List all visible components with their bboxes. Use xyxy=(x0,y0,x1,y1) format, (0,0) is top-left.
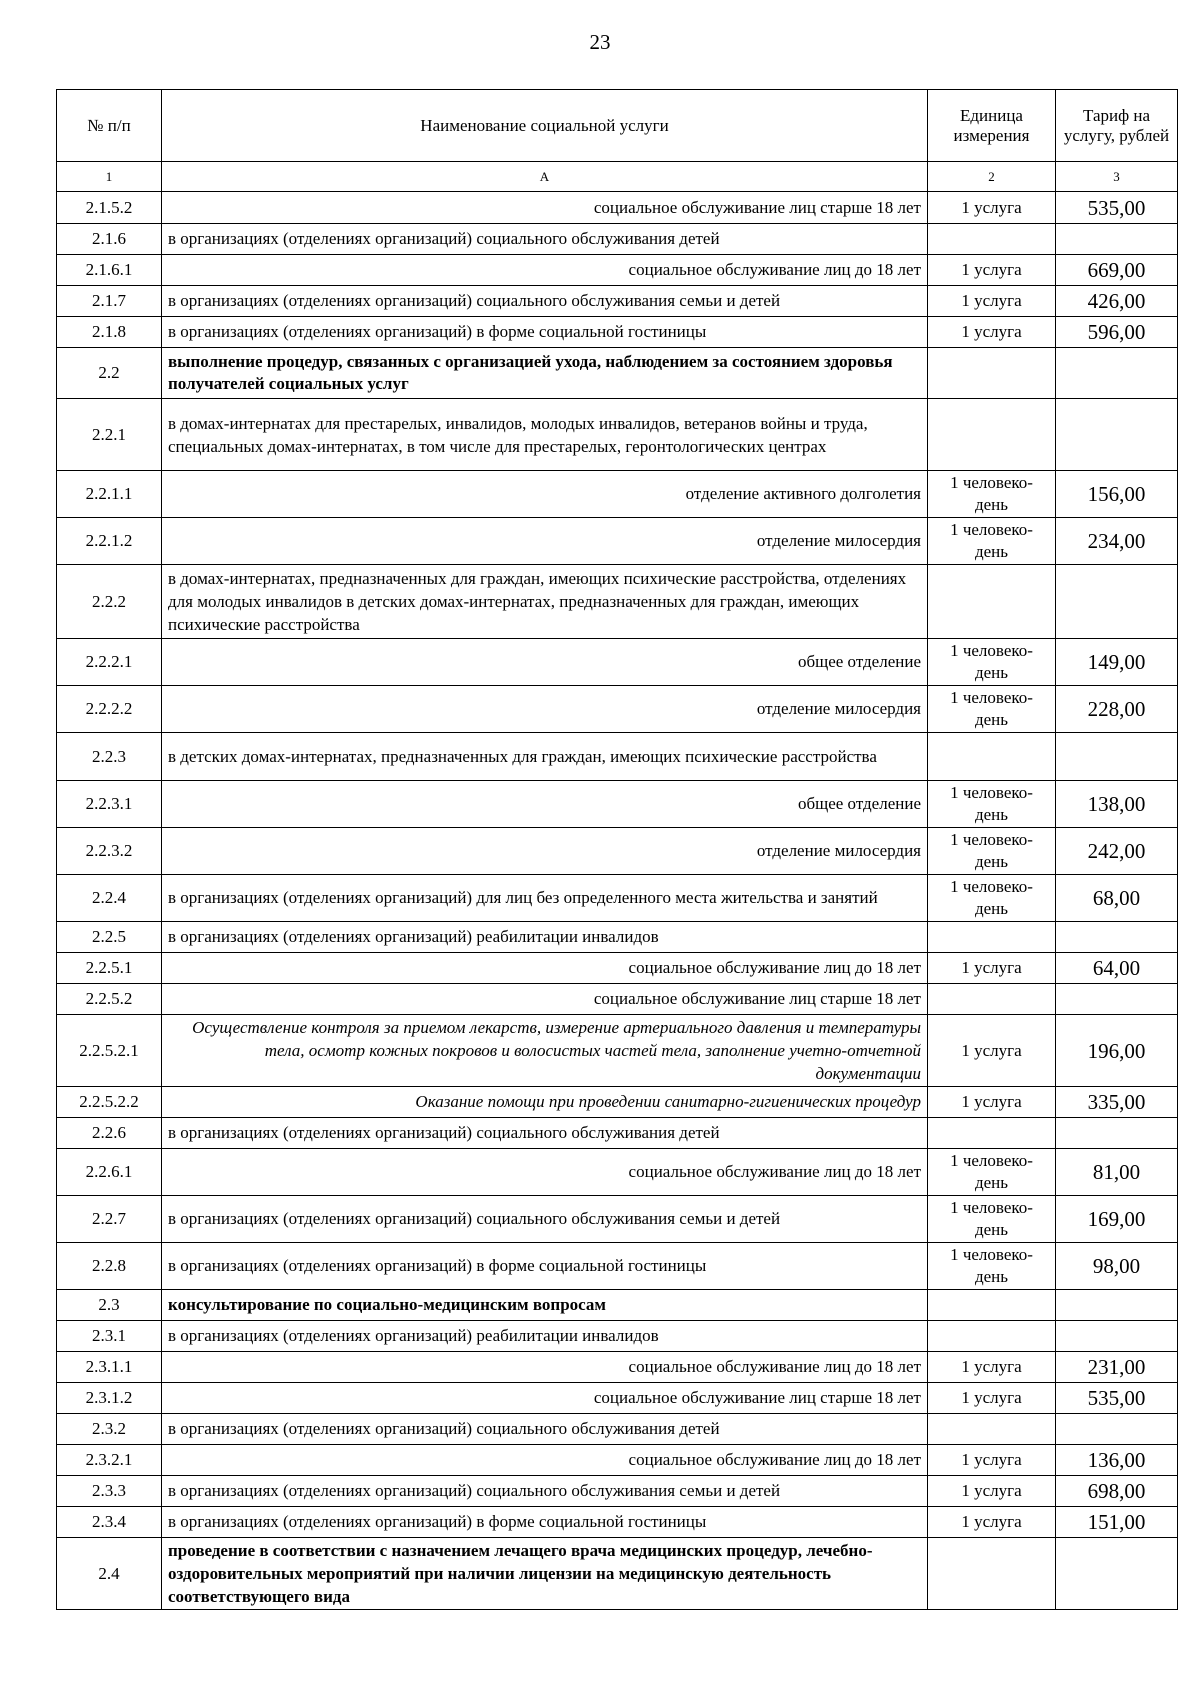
row-service-name: отделение милосердия xyxy=(162,518,928,565)
row-number: 2.2.1 xyxy=(57,399,162,471)
row-unit xyxy=(928,224,1056,255)
row-service-name: в детских домах-интернатах, предназначенных для граждан, имеющих психические расстройства xyxy=(162,733,928,781)
row-service-name: социальное обслуживание лиц старше 18 лет xyxy=(162,1383,928,1414)
row-service-name: Осуществление контроля за приемом лекарств, измерение артериального давления и температуры тела, осмотр кожных покровов и волосистых частей тела, заполнение учетно-отчетной документации xyxy=(162,1015,928,1087)
row-number: 2.2.3.1 xyxy=(57,781,162,828)
row-unit xyxy=(928,565,1056,639)
row-unit: 1 человеко-день xyxy=(928,471,1056,518)
subheader-unit: 2 xyxy=(928,162,1056,192)
row-service-name: социальное обслуживание лиц до 18 лет xyxy=(162,1352,928,1383)
row-service-name: отделение милосердия xyxy=(162,828,928,875)
row-unit: 1 услуга xyxy=(928,1087,1056,1118)
row-tariff: 242,00 xyxy=(1056,828,1178,875)
table-row xyxy=(57,1321,1178,1352)
row-number: 2.2.2.2 xyxy=(57,686,162,733)
row-tariff: 64,00 xyxy=(1056,953,1178,984)
row-unit: 1 услуга xyxy=(928,1352,1056,1383)
row-number: 2.1.7 xyxy=(57,286,162,317)
row-tariff: 98,00 xyxy=(1056,1243,1178,1290)
row-service-name: отделение милосердия xyxy=(162,686,928,733)
row-number: 2.1.6.1 xyxy=(57,255,162,286)
row-service-name: социальное обслуживание лиц старше 18 лет xyxy=(162,984,928,1015)
table-row xyxy=(57,1149,1178,1196)
table-row xyxy=(57,922,1178,953)
table-row xyxy=(57,317,1178,348)
row-tariff: 156,00 xyxy=(1056,471,1178,518)
row-unit: 1 услуга xyxy=(928,953,1056,984)
row-tariff xyxy=(1056,1118,1178,1149)
row-unit: 1 человеко-день xyxy=(928,781,1056,828)
subheader-tariff: 3 xyxy=(1056,162,1178,192)
row-tariff: 698,00 xyxy=(1056,1476,1178,1507)
row-unit: 1 услуга xyxy=(928,1507,1056,1538)
row-tariff: 151,00 xyxy=(1056,1507,1178,1538)
table-row xyxy=(57,471,1178,518)
row-number: 2.2.5.2 xyxy=(57,984,162,1015)
table-row xyxy=(57,1243,1178,1290)
row-service-name: в организациях (отделениях организаций) социального обслуживания детей xyxy=(162,1414,928,1445)
table-row xyxy=(57,348,1178,399)
row-service-name: общее отделение xyxy=(162,639,928,686)
row-service-name: социальное обслуживание лиц до 18 лет xyxy=(162,953,928,984)
row-unit: 1 услуга xyxy=(928,192,1056,224)
row-tariff: 669,00 xyxy=(1056,255,1178,286)
row-number: 2.2.1.1 xyxy=(57,471,162,518)
table-row xyxy=(57,1383,1178,1414)
row-service-name: в организациях (отделениях организаций) социального обслуживания семьи и детей xyxy=(162,1196,928,1243)
table-row xyxy=(57,286,1178,317)
table-row xyxy=(57,565,1178,639)
row-service-name: проведение в соответствии с назначением лечащего врача медицинских процедур, лечебно-оздоровительных мероприятий при наличии лицензии на медицинскую деятельность соответствующего вида xyxy=(162,1538,928,1610)
table-row xyxy=(57,1445,1178,1476)
row-number: 2.2.8 xyxy=(57,1243,162,1290)
row-tariff: 535,00 xyxy=(1056,192,1178,224)
row-service-name: социальное обслуживание лиц до 18 лет xyxy=(162,255,928,286)
table-row xyxy=(57,733,1178,781)
subheader-num: 1 xyxy=(57,162,162,192)
row-unit: 1 услуга xyxy=(928,255,1056,286)
table-row xyxy=(57,686,1178,733)
row-unit xyxy=(928,1538,1056,1610)
table-row xyxy=(57,1414,1178,1445)
table-row xyxy=(57,255,1178,286)
row-number: 2.2.5.1 xyxy=(57,953,162,984)
row-tariff xyxy=(1056,1414,1178,1445)
tariff-table xyxy=(56,89,1178,1610)
table-row xyxy=(57,984,1178,1015)
row-tariff xyxy=(1056,565,1178,639)
row-service-name: в организациях (отделениях организаций) в форме социальной гостиницы xyxy=(162,1507,928,1538)
table-subheader-row xyxy=(57,162,1178,192)
row-number: 2.2.6 xyxy=(57,1118,162,1149)
row-service-name: в домах-интернатах для престарелых, инвалидов, молодых инвалидов, ветеранов войны и труда, специальных домах-интернатах, в том числе для престарелых, геронтологических центрах xyxy=(162,399,928,471)
row-number: 2.3.3 xyxy=(57,1476,162,1507)
table-row xyxy=(57,875,1178,922)
row-tariff: 68,00 xyxy=(1056,875,1178,922)
row-tariff xyxy=(1056,348,1178,399)
row-number: 2.2.6.1 xyxy=(57,1149,162,1196)
row-number: 2.2.2.1 xyxy=(57,639,162,686)
row-unit xyxy=(928,1414,1056,1445)
row-unit: 1 человеко-день xyxy=(928,686,1056,733)
header-name: Наименование социальной услуги xyxy=(162,90,928,162)
row-number: 2.2.7 xyxy=(57,1196,162,1243)
row-service-name: в организациях (отделениях организаций) социального обслуживания детей xyxy=(162,1118,928,1149)
row-unit: 1 человеко-день xyxy=(928,1149,1056,1196)
row-tariff xyxy=(1056,1290,1178,1321)
row-unit xyxy=(928,733,1056,781)
table-row xyxy=(57,639,1178,686)
row-service-name: в организациях (отделениях организаций) реабилитации инвалидов xyxy=(162,1321,928,1352)
row-service-name: социальное обслуживание лиц до 18 лет xyxy=(162,1149,928,1196)
row-number: 2.2.5 xyxy=(57,922,162,953)
row-service-name: в организациях (отделениях организаций) социального обслуживания семьи и детей xyxy=(162,1476,928,1507)
table-row xyxy=(57,828,1178,875)
row-tariff: 196,00 xyxy=(1056,1015,1178,1087)
row-tariff: 596,00 xyxy=(1056,317,1178,348)
row-tariff xyxy=(1056,399,1178,471)
row-service-name: социальное обслуживание лиц старше 18 лет xyxy=(162,192,928,224)
page-number: 23 xyxy=(589,30,611,54)
row-service-name: Оказание помощи при проведении санитарно-гигиенических процедур xyxy=(162,1087,928,1118)
row-unit: 1 услуга xyxy=(928,286,1056,317)
table-row xyxy=(57,1118,1178,1149)
row-service-name: социальное обслуживание лиц до 18 лет xyxy=(162,1445,928,1476)
row-service-name: в домах-интернатах, предназначенных для граждан, имеющих психические расстройства, отделениях для молодых инвалидов в детских домах-интернатах, предназначенных для граждан, имеющих психические расстройства xyxy=(162,565,928,639)
table-row xyxy=(57,1196,1178,1243)
row-number: 2.2.4 xyxy=(57,875,162,922)
row-tariff xyxy=(1056,1321,1178,1352)
row-tariff xyxy=(1056,984,1178,1015)
table-row xyxy=(57,781,1178,828)
row-service-name: общее отделение xyxy=(162,781,928,828)
table-row xyxy=(57,953,1178,984)
row-number: 2.3.2 xyxy=(57,1414,162,1445)
row-tariff: 149,00 xyxy=(1056,639,1178,686)
row-unit: 1 услуга xyxy=(928,1015,1056,1087)
header-unit: Единица измерения xyxy=(928,90,1056,162)
table-row xyxy=(57,1352,1178,1383)
row-unit: 1 услуга xyxy=(928,317,1056,348)
row-unit: 1 услуга xyxy=(928,1445,1056,1476)
row-number: 2.1.5.2 xyxy=(57,192,162,224)
row-number: 2.3.1.1 xyxy=(57,1352,162,1383)
row-unit: 1 человеко-день xyxy=(928,1196,1056,1243)
row-tariff xyxy=(1056,224,1178,255)
table-row xyxy=(57,1538,1178,1610)
row-unit: 1 человеко-день xyxy=(928,875,1056,922)
row-number: 2.2.2 xyxy=(57,565,162,639)
row-tariff: 138,00 xyxy=(1056,781,1178,828)
row-unit xyxy=(928,1321,1056,1352)
row-number: 2.2.3 xyxy=(57,733,162,781)
row-service-name: отделение активного долголетия xyxy=(162,471,928,518)
table-row xyxy=(57,1507,1178,1538)
table-row xyxy=(57,1290,1178,1321)
row-tariff: 228,00 xyxy=(1056,686,1178,733)
row-tariff: 426,00 xyxy=(1056,286,1178,317)
table-row xyxy=(57,1015,1178,1087)
row-unit xyxy=(928,1290,1056,1321)
row-unit xyxy=(928,399,1056,471)
row-tariff: 81,00 xyxy=(1056,1149,1178,1196)
table-row xyxy=(57,224,1178,255)
header-num: № п/п xyxy=(57,90,162,162)
row-number: 2.3.4 xyxy=(57,1507,162,1538)
row-tariff xyxy=(1056,733,1178,781)
row-service-name: в организациях (отделениях организаций) социального обслуживания семьи и детей xyxy=(162,286,928,317)
row-unit: 1 человеко-день xyxy=(928,828,1056,875)
row-unit: 1 человеко-день xyxy=(928,518,1056,565)
row-service-name: в организациях (отделениях организаций) в форме социальной гостиницы xyxy=(162,317,928,348)
table-row xyxy=(57,192,1178,224)
table-header-row xyxy=(57,90,1178,162)
row-number: 2.3.2.1 xyxy=(57,1445,162,1476)
row-number: 2.1.6 xyxy=(57,224,162,255)
row-number: 2.4 xyxy=(57,1538,162,1610)
row-service-name: в организациях (отделениях организаций) в форме социальной гостиницы xyxy=(162,1243,928,1290)
row-service-name: в организациях (отделениях организаций) социального обслуживания детей xyxy=(162,224,928,255)
row-unit xyxy=(928,922,1056,953)
row-unit: 1 услуга xyxy=(928,1476,1056,1507)
row-service-name: выполнение процедур, связанных с организацией ухода, наблюдением за состоянием здоровья получателей социальных услуг xyxy=(162,348,928,399)
row-tariff: 169,00 xyxy=(1056,1196,1178,1243)
row-unit xyxy=(928,1118,1056,1149)
row-number: 2.1.8 xyxy=(57,317,162,348)
table-row xyxy=(57,399,1178,471)
table-body xyxy=(57,192,1178,1610)
row-number: 2.3.1 xyxy=(57,1321,162,1352)
table-row xyxy=(57,518,1178,565)
header-tariff: Тариф на услугу, рублей xyxy=(1056,90,1178,162)
row-service-name: в организациях (отделениях организаций) для лиц без определенного места жительства и занятий xyxy=(162,875,928,922)
row-tariff xyxy=(1056,922,1178,953)
row-number: 2.3.1.2 xyxy=(57,1383,162,1414)
row-number: 2.2 xyxy=(57,348,162,399)
row-number: 2.3 xyxy=(57,1290,162,1321)
table-row xyxy=(57,1087,1178,1118)
row-number: 2.2.5.2.2 xyxy=(57,1087,162,1118)
row-unit: 1 услуга xyxy=(928,1383,1056,1414)
row-service-name: в организациях (отделениях организаций) реабилитации инвалидов xyxy=(162,922,928,953)
row-tariff: 535,00 xyxy=(1056,1383,1178,1414)
row-tariff xyxy=(1056,1538,1178,1610)
row-tariff: 234,00 xyxy=(1056,518,1178,565)
row-tariff: 231,00 xyxy=(1056,1352,1178,1383)
row-tariff: 335,00 xyxy=(1056,1087,1178,1118)
row-number: 2.2.5.2.1 xyxy=(57,1015,162,1087)
row-service-name: консультирование по социально-медицинским вопросам xyxy=(162,1290,928,1321)
row-unit: 1 человеко-день xyxy=(928,1243,1056,1290)
table-row xyxy=(57,1476,1178,1507)
row-unit xyxy=(928,348,1056,399)
row-tariff: 136,00 xyxy=(1056,1445,1178,1476)
row-unit: 1 человеко-день xyxy=(928,639,1056,686)
row-number: 2.2.1.2 xyxy=(57,518,162,565)
row-unit xyxy=(928,984,1056,1015)
subheader-name: А xyxy=(162,162,928,192)
row-number: 2.2.3.2 xyxy=(57,828,162,875)
